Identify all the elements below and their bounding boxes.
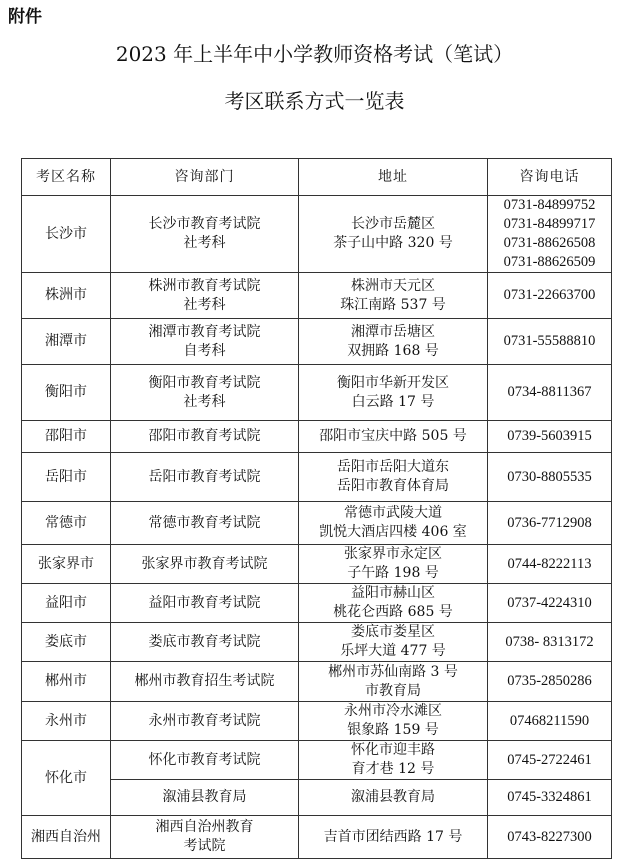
address-cell-line: 溆浦县教育局 xyxy=(351,789,435,805)
dept-cell-line: 溆浦县教育局 xyxy=(162,789,247,805)
phone-cell-line: 0731-84899717 xyxy=(503,216,596,232)
area-cell xyxy=(22,623,111,662)
phone-cell xyxy=(488,365,612,421)
dept-cell xyxy=(111,453,299,502)
address-cell-line: 娄底市娄星区 xyxy=(351,624,435,640)
address-cell-line: 衡阳市华新开发区 xyxy=(337,374,449,391)
area-cell-line: 娄底市 xyxy=(45,633,87,650)
area-cell-line: 长沙市 xyxy=(45,225,87,242)
address-cell-line: 桃花仑西路 685 号 xyxy=(333,604,453,620)
table-row xyxy=(22,816,612,859)
area-cell-line: 永州市 xyxy=(45,712,87,729)
table-row xyxy=(22,502,612,545)
table-row xyxy=(22,741,612,780)
dept-cell xyxy=(111,741,299,780)
address-cell-line: 岳阳市岳阳大道东 xyxy=(337,459,449,475)
phone-cell xyxy=(488,584,612,623)
dept-cell xyxy=(111,421,299,453)
attachment-label: 附件 xyxy=(8,7,42,27)
table-row xyxy=(22,421,612,453)
dept-cell xyxy=(111,545,299,584)
address-cell xyxy=(299,453,488,502)
area-cell xyxy=(22,421,111,453)
dept-cell-line: 社考科 xyxy=(183,235,226,251)
table-row xyxy=(22,623,612,662)
address-cell-line: 吉首市团结西路 17 号 xyxy=(323,828,463,845)
table-header-row xyxy=(22,159,612,196)
area-cell-line: 湘西自治州 xyxy=(31,828,101,845)
area-cell-line: 郴州市 xyxy=(45,673,87,689)
area-cell-line: 张家界市 xyxy=(38,555,94,572)
dept-cell-line: 湘西自治州教育 xyxy=(155,819,254,835)
address-cell-line: 湘潭市岳塘区 xyxy=(351,323,435,340)
dept-cell xyxy=(111,584,299,623)
phone-cell xyxy=(488,816,612,859)
phone-cell-line: 0731-84899752 xyxy=(503,197,596,213)
address-cell xyxy=(299,319,488,365)
phone-cell xyxy=(488,780,612,816)
address-cell-line: 怀化市迎丰路 xyxy=(351,742,435,758)
address-cell-line: 永州市冷水滩区 xyxy=(344,703,442,719)
area-cell-line: 株洲市 xyxy=(45,287,87,303)
dept-cell xyxy=(111,365,299,421)
phone-cell xyxy=(488,319,612,365)
table-row xyxy=(22,584,612,623)
address-cell-line: 双拥路 168 号 xyxy=(347,342,439,359)
table-row xyxy=(22,319,612,365)
phone-cell xyxy=(488,421,612,453)
phone-cell-line: 0731-22663700 xyxy=(503,287,596,303)
address-cell-line: 银象路 159 号 xyxy=(347,722,439,738)
dept-cell-line: 邵阳市教育考试院 xyxy=(148,428,261,444)
area-cell-line: 怀化市 xyxy=(45,769,87,786)
phone-cell xyxy=(488,196,612,273)
address-cell-line: 株洲市天元区 xyxy=(351,277,435,294)
phone-cell-line: 0739-5603915 xyxy=(507,428,592,444)
address-cell xyxy=(299,741,488,780)
dept-cell-line: 考试院 xyxy=(183,838,226,854)
dept-cell xyxy=(111,816,299,859)
address-cell-line: 益阳市赫山区 xyxy=(351,585,435,601)
address-cell-line: 乐坪大道 477 号 xyxy=(340,643,446,659)
dept-cell-line: 衡阳市教育考试院 xyxy=(148,374,261,391)
contact-table xyxy=(21,158,612,859)
dept-cell xyxy=(111,273,299,319)
area-cell xyxy=(22,365,111,421)
table-row xyxy=(22,365,612,421)
phone-cell xyxy=(488,741,612,780)
area-cell-line: 益阳市 xyxy=(45,594,87,611)
phone-cell-line: 0737-4224310 xyxy=(507,594,592,611)
dept-cell xyxy=(111,780,299,816)
document-title: 2023 年上半年中小学教师资格考试（笔试） xyxy=(115,42,514,66)
phone-cell-line: 0736-7712908 xyxy=(507,514,592,531)
area-cell xyxy=(22,584,111,623)
area-cell xyxy=(22,741,111,816)
phone-cell xyxy=(488,545,612,584)
phone-cell xyxy=(488,273,612,319)
dept-cell-line: 益阳市教育考试院 xyxy=(148,594,261,611)
address-cell xyxy=(299,545,488,584)
area-cell-line: 湘潭市 xyxy=(45,333,87,349)
table-row xyxy=(22,196,612,273)
area-cell xyxy=(22,545,111,584)
table-row xyxy=(22,702,612,741)
dept-cell-line: 社考科 xyxy=(183,296,226,313)
header-area: 考区名称 xyxy=(22,159,111,196)
phone-cell xyxy=(488,502,612,545)
phone-cell-line: 0735-2850286 xyxy=(507,673,592,689)
phone-cell-line: 0743-8227300 xyxy=(507,828,592,845)
phone-cell xyxy=(488,662,612,702)
header-dept: 咨询部门 xyxy=(111,159,299,196)
address-cell-line: 市教育局 xyxy=(365,682,421,699)
dept-cell-line: 怀化市教育考试院 xyxy=(148,751,261,768)
area-cell xyxy=(22,273,111,319)
dept-cell xyxy=(111,702,299,741)
address-cell-line: 常德市武陵大道 xyxy=(344,505,442,521)
address-cell xyxy=(299,662,488,702)
area-cell xyxy=(22,453,111,502)
area-cell xyxy=(22,319,111,365)
table-row xyxy=(22,545,612,584)
dept-cell-line: 湘潭市教育考试院 xyxy=(148,323,261,340)
dept-cell-line: 长沙市教育考试院 xyxy=(148,216,261,232)
dept-cell xyxy=(111,623,299,662)
area-cell-line: 衡阳市 xyxy=(45,384,87,400)
area-cell xyxy=(22,502,111,545)
address-cell-line: 子午路 198 号 xyxy=(347,565,439,581)
address-cell xyxy=(299,273,488,319)
address-cell-line: 育才巷 12 号 xyxy=(351,761,435,777)
address-cell-line: 白云路 17 号 xyxy=(351,393,435,410)
address-cell xyxy=(299,365,488,421)
address-cell-line: 凯悦大酒店四楼 406 室 xyxy=(319,524,467,540)
phone-cell xyxy=(488,623,612,662)
dept-cell-line: 自考科 xyxy=(183,342,226,359)
address-cell xyxy=(299,780,488,816)
header-phone: 咨询电话 xyxy=(488,159,612,196)
dept-cell-line: 社考科 xyxy=(183,393,226,410)
area-cell xyxy=(22,662,111,702)
address-cell-line: 珠江南路 537 号 xyxy=(340,296,446,313)
table-row xyxy=(22,662,612,702)
address-cell xyxy=(299,623,488,662)
phone-cell-line: 0745-3324861 xyxy=(507,789,592,805)
dept-cell-line: 岳阳市教育考试院 xyxy=(148,468,261,485)
area-cell xyxy=(22,702,111,741)
dept-cell-line: 郴州市教育招生考试院 xyxy=(134,673,275,689)
address-cell xyxy=(299,502,488,545)
dept-cell-line: 株洲市教育考试院 xyxy=(148,277,261,294)
table-row xyxy=(22,780,612,816)
address-cell-line: 张家界市永定区 xyxy=(344,546,442,562)
address-cell xyxy=(299,816,488,859)
dept-cell xyxy=(111,502,299,545)
dept-cell-line: 常德市教育考试院 xyxy=(148,514,261,531)
area-cell xyxy=(22,816,111,859)
phone-cell-line: 0734-8811367 xyxy=(507,384,592,400)
area-cell-line: 岳阳市 xyxy=(45,468,87,485)
area-cell-line: 常德市 xyxy=(45,514,87,531)
dept-cell xyxy=(111,662,299,702)
address-cell xyxy=(299,702,488,741)
dept-cell xyxy=(111,196,299,273)
dept-cell-line: 娄底市教育考试院 xyxy=(148,633,261,650)
phone-cell xyxy=(488,702,612,741)
phone-cell-line: 0745-2722461 xyxy=(507,751,592,768)
table-row xyxy=(22,453,612,502)
phone-cell-line: 0744-8222113 xyxy=(507,555,592,572)
address-cell-line: 郴州市苏仙南路 3 号 xyxy=(328,663,458,680)
address-cell-line: 茶子山中路 320 号 xyxy=(333,235,453,251)
address-cell-line: 邵阳市宝庆中路 505 号 xyxy=(319,428,467,444)
phone-cell xyxy=(488,453,612,502)
address-cell xyxy=(299,196,488,273)
phone-cell-line: 0730-8805535 xyxy=(507,468,592,485)
dept-cell-line: 永州市教育考试院 xyxy=(148,712,261,729)
dept-cell xyxy=(111,319,299,365)
address-cell-line: 岳阳市教育体育局 xyxy=(337,478,449,494)
dept-cell-line: 张家界市教育考试院 xyxy=(141,555,268,572)
address-cell-line: 长沙市岳麓区 xyxy=(351,216,435,232)
area-cell xyxy=(22,196,111,273)
phone-cell-line: 0738- 8313172 xyxy=(505,633,594,650)
header-address: 地址 xyxy=(299,159,488,196)
phone-cell-line: 07468211590 xyxy=(509,712,590,729)
address-cell xyxy=(299,421,488,453)
area-cell-line: 邵阳市 xyxy=(45,428,87,444)
address-cell xyxy=(299,584,488,623)
phone-cell-line: 0731-88626509 xyxy=(503,254,596,270)
table-row xyxy=(22,273,612,319)
document-subtitle: 考区联系方式一览表 xyxy=(224,89,405,113)
phone-cell-line: 0731-88626508 xyxy=(503,235,596,251)
phone-cell-line: 0731-55588810 xyxy=(503,333,596,349)
